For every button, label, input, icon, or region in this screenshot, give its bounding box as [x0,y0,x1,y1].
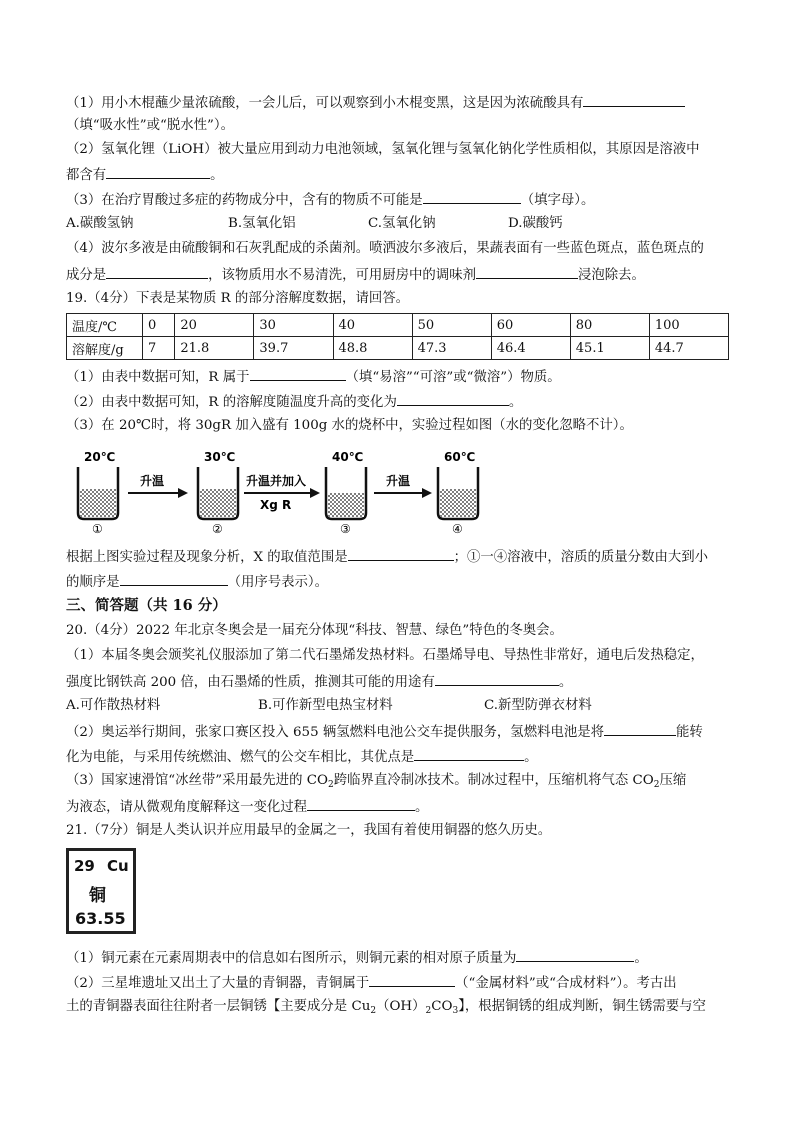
q20-part1-line1: （1）本届冬奥会颁奖礼仪服添加了第二代石墨烯发热材料。石墨烯导电、导热性非常好，通电后发热稳定， [66,648,704,663]
answer-blank[interactable] [414,747,524,761]
option-d: D.碳酸钙 [508,216,563,231]
answer-blank[interactable] [423,190,521,204]
beaker-3-label: ③ [340,522,351,536]
answer-blank[interactable] [604,722,676,736]
table-cell: 20 [175,314,254,337]
answer-blank[interactable] [583,93,685,107]
q18-part2-line1: （2）氢氧化锂（LiOH）被大量应用到动力电池领域，氢氧化锂与氢氧化钠化学性质相似，其原因是溶液中 [66,142,700,157]
q18-part4-line1: （4）波尔多液是由硫酸铜和石灰乳配成的杀菌剂。喷洒波尔多液后，果蔬表面有一些蓝色斑点，蓝色斑点的 [66,241,704,256]
answer-blank[interactable] [369,973,455,987]
q18-part2-line2: 都含有 。 [66,165,224,185]
arrow-3-label: 升温 [386,474,411,488]
table-cell: 48.8 [333,337,412,360]
table-row [67,314,729,337]
answer-blank[interactable] [348,547,454,561]
atomic-mass: 63.55 [75,909,126,928]
answer-blank[interactable] [106,165,210,179]
option-b: B.氢氧化铝 [228,216,296,231]
solubility-table [66,313,729,360]
table-cell: 60 [491,314,570,337]
table-cell: 45.1 [570,337,649,360]
beaker-2-temp: 30℃ [204,450,236,464]
arrow-1 [128,473,188,498]
q21-part1: （1）铜元素在元素周期表中的信息如右图所示，则铜元素的相对原子质量为 。 [66,948,648,968]
arrow-2-sublabel: Xg R [260,498,292,512]
beaker-2 [198,450,238,536]
q19-part4-line1: 根据上图实验过程及现象分析，X 的取值范围是 ；①一④溶液中，溶质的质量分数由大到小 [66,547,708,567]
element-symbol: Cu [107,857,129,875]
q18-options [66,215,563,233]
beaker-1-label: ① [92,522,103,536]
q20-part1-line2: 强度比钢铁高 200 倍，由石墨烯的性质，推测其可能的用途有 。 [66,672,572,692]
beaker-1-temp: 20℃ [84,450,116,464]
q20-stem: 20.（4分）2022 年北京冬奥会是一届充分体现“科技、智慧、绿色”特色的冬奥会。 [66,623,563,638]
answer-blank[interactable] [120,572,228,586]
atomic-number: 29 [74,857,95,875]
q19-part4-line2: 的顺序是 （用序号表示）。 [66,572,328,592]
arrow-3 [374,473,432,498]
table-cell: 47.3 [412,337,491,360]
beaker-4 [438,450,478,536]
option-a: A.可作散热材料 [66,698,161,713]
q19-part1: （1）由表中数据可知，R 属于 （填“易溶”“可溶”或“微溶”）物质。 [66,367,561,387]
option-a: A.碳酸氢钠 [66,216,134,231]
element-name: 铜 [89,886,106,906]
table-cell: 30 [254,314,333,337]
q20-part3-line1: （3）国家速滑馆“冰丝带”采用最先进的 $CO_2$跨临界直冷制冰技术。制冰过程中，压缩机将气态 $CO_2$压缩 [66,773,687,790]
answer-blank[interactable] [250,367,346,381]
table-cell: 100 [649,314,728,337]
table-cell: 44.7 [649,337,728,360]
q19-stem: 19.（4分）下表是某物质 R 的部分溶解度数据，请回答。 [66,291,410,306]
table-cell: 39.7 [254,337,333,360]
q19-part2: （2）由表中数据可知，R 的溶解度随温度升高的变化为 。 [66,392,522,412]
table-cell: 0 [143,314,175,337]
experiment-diagram [60,447,520,539]
q21-part2-line1: （2）三星堆遗址又出土了大量的青铜器，青铜属于 （“金属材料”或“合成材料”）。考古出 [66,973,677,993]
answer-blank[interactable] [516,948,634,962]
q20-options [66,697,592,715]
answer-blank[interactable] [435,672,559,686]
beaker-1 [78,450,118,536]
beaker-3-temp: 40℃ [332,450,364,464]
table-cell: 40 [333,314,412,337]
q21-part2-line2: 土的青铜器表面往往附者一层铜锈【主要成分是 $Cu_2(OH)_2CO_3$】，根据铜锈的组成判断，铜生锈需要与空 [66,999,706,1016]
table-header-cell: 溶解度/g [67,337,143,360]
beaker-4-temp: 60℃ [444,450,476,464]
q20-part2-line1: （2）奥运举行期间，张家口赛区投入 655 辆氢燃料电池公交车提供服务，氢燃料电池是将 能转 [66,722,703,742]
table-cell: 21.8 [175,337,254,360]
arrow-2 [244,473,320,512]
q20-part3-line2: 为液态，请从微观角度解释这一变化过程 。 [66,797,428,817]
table-cell: 46.4 [491,337,570,360]
arrow-1-label: 升温 [140,474,165,488]
q18-part3: （3）在治疗胃酸过多症的药物成分中，含有的物质不可能是 （填字母）。 [66,190,594,210]
option-c: C.新型防弹衣材料 [484,698,592,713]
answer-blank[interactable] [397,392,509,406]
arrow-2-label: 升温并加入 [246,474,307,488]
beaker-4-label: ④ [452,522,463,536]
beaker-2-label: ② [212,522,223,536]
q19-part3: （3）在 20℃时，将 30gR 加入盛有 100g 水的烧杯中，实验过程如图（水的变化忽略不计）。 [66,418,633,433]
table-cell: 7 [143,337,175,360]
q18-part1-line2: （填“吸水性”或“脱水性”）。 [66,118,234,133]
q21-stem: 21.（7分）铜是人类认识并应用最早的金属之一，我国有着使用铜器的悠久历史。 [66,823,552,838]
table-cell: 50 [412,314,491,337]
option-c: C.氢氧化钠 [368,216,436,231]
answer-blank[interactable] [476,265,578,279]
q18-part4-line2: 成分是 ，该物质用水不易清洗，可用厨房中的调味剂 浸泡除去。 [66,265,645,285]
answer-blank[interactable] [106,265,208,279]
section-title: 三、简答题（共 16 分） [66,597,227,614]
beaker-3 [326,450,366,536]
answer-blank[interactable] [307,797,415,811]
table-header-cell: 温度/℃ [67,314,143,337]
table-row [67,337,729,360]
q20-part2-line2: 化为电能，与采用传统燃油、燃气的公交车相比，其优点是 。 [66,747,538,767]
table-cell: 80 [570,314,649,337]
q18-part1-line1: （1）用小木棍蘸少量浓硫酸，一会儿后，可以观察到小木棍变黑，这是因为浓硫酸具有 [66,93,685,113]
periodic-element-card [66,848,136,934]
option-b: B.可作新型电热宝材料 [258,698,393,713]
